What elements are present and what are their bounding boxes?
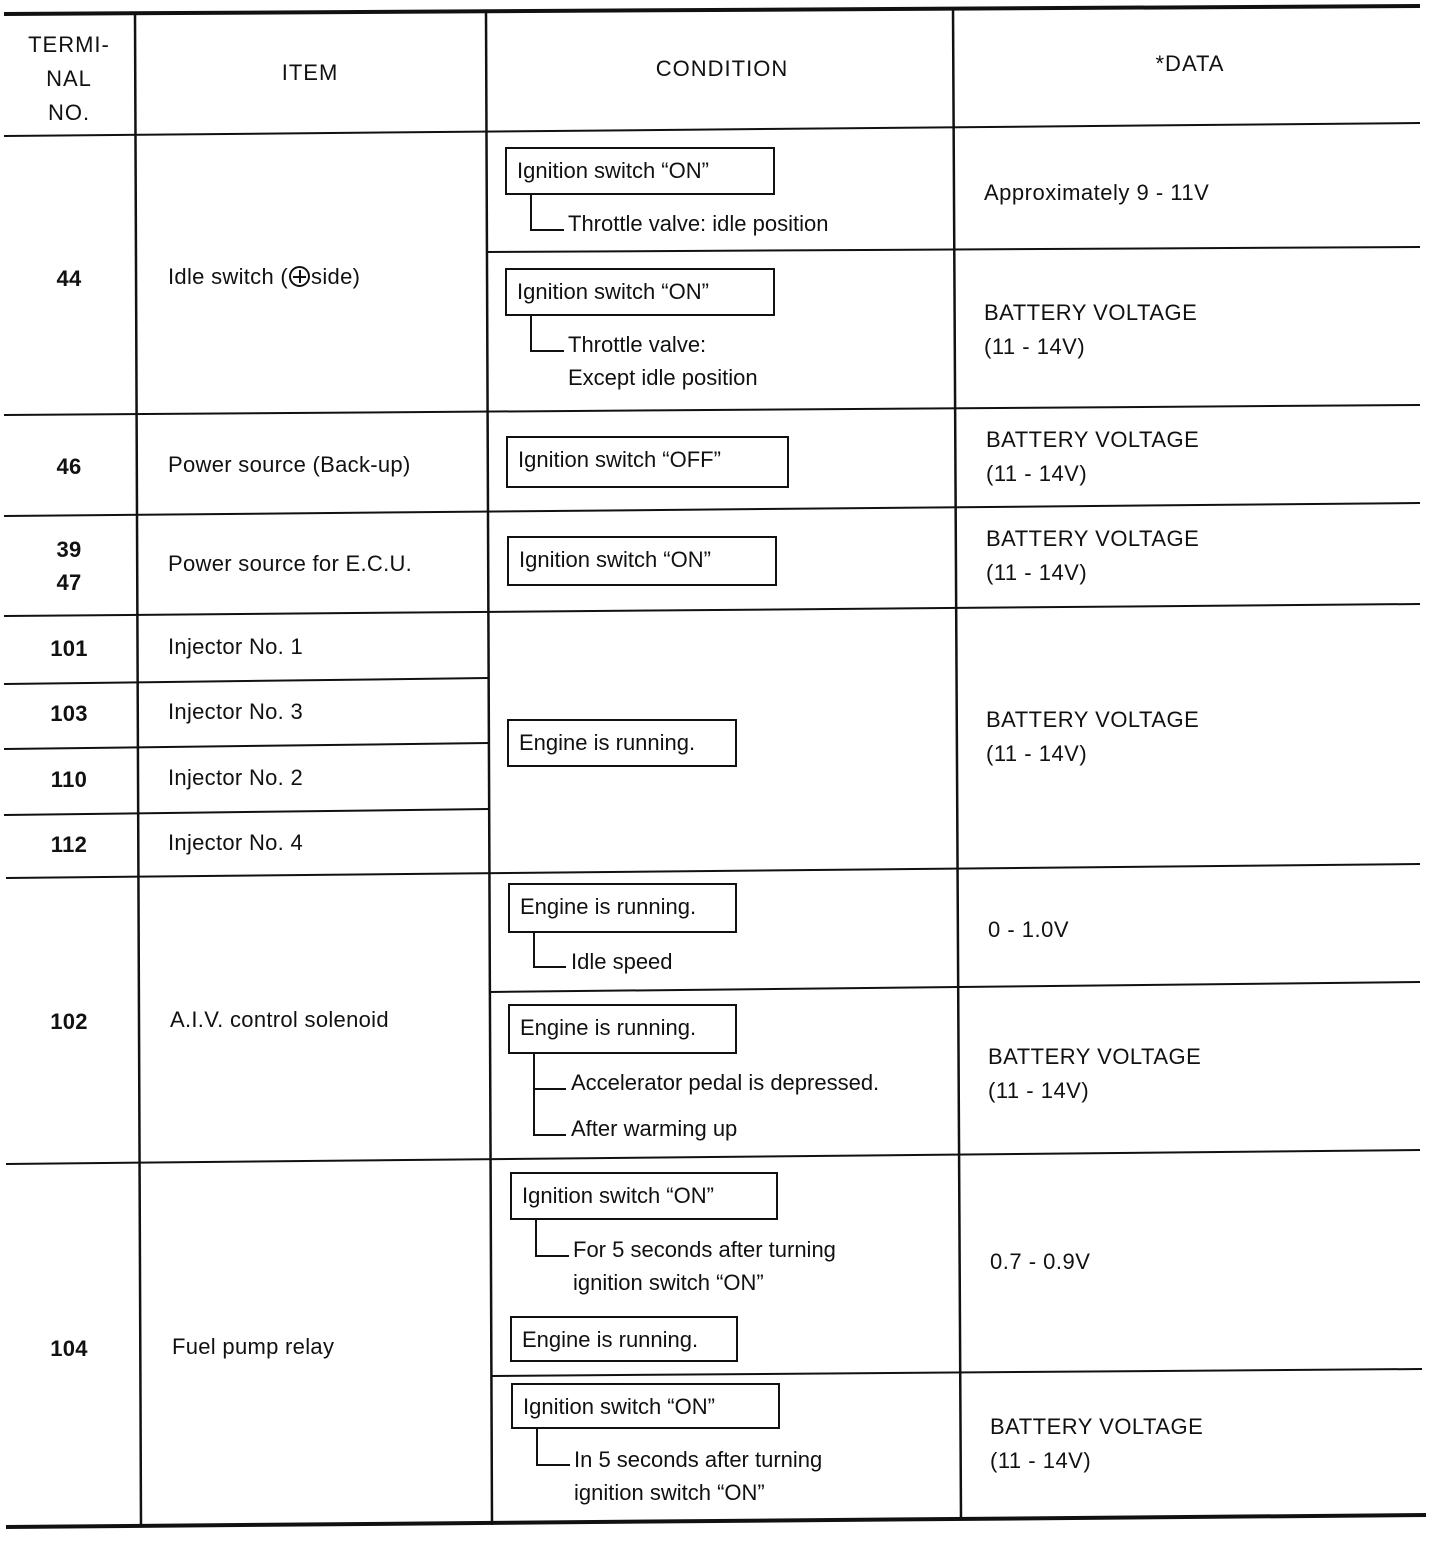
terminal-47: 47: [56, 570, 82, 595]
condition-box: Engine is running.: [507, 719, 737, 767]
item-power-ecu: Power source for E.C.U.: [168, 551, 413, 576]
condition-box: Ignition switch “ON”: [511, 1383, 780, 1429]
tree-connector: [535, 1220, 569, 1257]
data-value: Approximately 9 - 11V: [984, 180, 1210, 205]
condition-box: Ignition switch “ON”: [505, 147, 775, 195]
tree-connector: [536, 1429, 570, 1466]
header-terminal-line3: NO.: [47, 100, 91, 125]
condition-sub: Throttle valve: idle position: [568, 211, 829, 236]
data-value: 0.7 - 0.9V: [990, 1249, 1091, 1274]
terminal-112: 112: [50, 832, 88, 857]
condition-sub: Throttle valve:: [568, 332, 707, 357]
terminal-103: 103: [50, 701, 88, 726]
condition-sub: Accelerator pedal is depressed.: [571, 1070, 880, 1095]
tree-connector: [530, 195, 564, 231]
data-value: (11 - 14V): [986, 560, 1088, 585]
terminal-44: 44: [56, 266, 82, 291]
data-value: (11 - 14V): [988, 1078, 1090, 1103]
data-value: (11 - 14V): [984, 334, 1086, 359]
item-idle-switch-post: side): [311, 264, 361, 289]
condition-sub: After warming up: [571, 1116, 738, 1141]
terminal-104: 104: [50, 1336, 88, 1361]
data-value: (11 - 14V): [990, 1448, 1092, 1473]
condition-sub: For 5 seconds after turning: [573, 1237, 836, 1262]
data-value: BATTERY VOLTAGE: [988, 1044, 1202, 1069]
header-terminal-no: [4, 28, 134, 130]
tree-connector: [533, 1054, 566, 1136]
header-condition: CONDITION: [655, 56, 789, 81]
condition-box: Ignition switch “ON”: [505, 268, 775, 316]
condition-box: Ignition switch “ON”: [510, 1172, 778, 1220]
item-fuel-pump-relay: Fuel pump relay: [172, 1334, 335, 1359]
header-data: *DATA: [1155, 51, 1225, 76]
condition-sub: Except idle position: [568, 365, 758, 390]
data-value: BATTERY VOLTAGE: [990, 1414, 1204, 1439]
item-idle-switch-pre: Idle switch (: [168, 264, 289, 289]
plus-circle-icon: [289, 266, 310, 287]
condition-box: Engine is running.: [510, 1316, 738, 1362]
condition-sub: In 5 seconds after turning: [574, 1447, 823, 1472]
terminal-101: 101: [50, 636, 88, 661]
condition-box: Ignition switch “ON”: [507, 536, 777, 586]
data-value: BATTERY VOLTAGE: [986, 427, 1200, 452]
terminal-102: 102: [50, 1009, 88, 1034]
item-injector-2: Injector No. 2: [168, 765, 304, 790]
terminal-46: 46: [56, 454, 82, 479]
condition-sub: ignition switch “ON”: [574, 1480, 765, 1505]
data-value: BATTERY VOLTAGE: [986, 526, 1200, 551]
terminal-110: 110: [50, 767, 88, 792]
header-terminal-line1: TERMI-: [28, 32, 110, 57]
condition-box: Engine is running.: [508, 1004, 737, 1054]
tree-connector: [533, 933, 566, 968]
item-injector-1: Injector No. 1: [168, 634, 304, 659]
condition-box: Engine is running.: [508, 883, 737, 933]
data-value: (11 - 14V): [986, 461, 1088, 486]
tree-tick: [533, 1088, 566, 1090]
data-value: (11 - 14V): [986, 741, 1088, 766]
item-injector-4: Injector No. 4: [168, 830, 304, 855]
item-aiv-solenoid: A.I.V. control solenoid: [170, 1007, 389, 1032]
condition-box: Ignition switch “OFF”: [506, 436, 789, 488]
header-terminal-line2: NAL: [46, 66, 92, 91]
data-value: 0 - 1.0V: [988, 917, 1070, 942]
tree-connector: [530, 316, 564, 352]
header-item: ITEM: [281, 60, 339, 85]
data-value: BATTERY VOLTAGE: [986, 707, 1200, 732]
data-value: BATTERY VOLTAGE: [984, 300, 1198, 325]
item-injector-3: Injector No. 3: [168, 699, 304, 724]
condition-sub: Idle speed: [571, 949, 673, 974]
item-power-backup: Power source (Back-up): [168, 452, 411, 477]
condition-sub: ignition switch “ON”: [573, 1270, 764, 1295]
item-idle-switch: [168, 260, 360, 294]
terminal-39: 39: [56, 537, 82, 562]
